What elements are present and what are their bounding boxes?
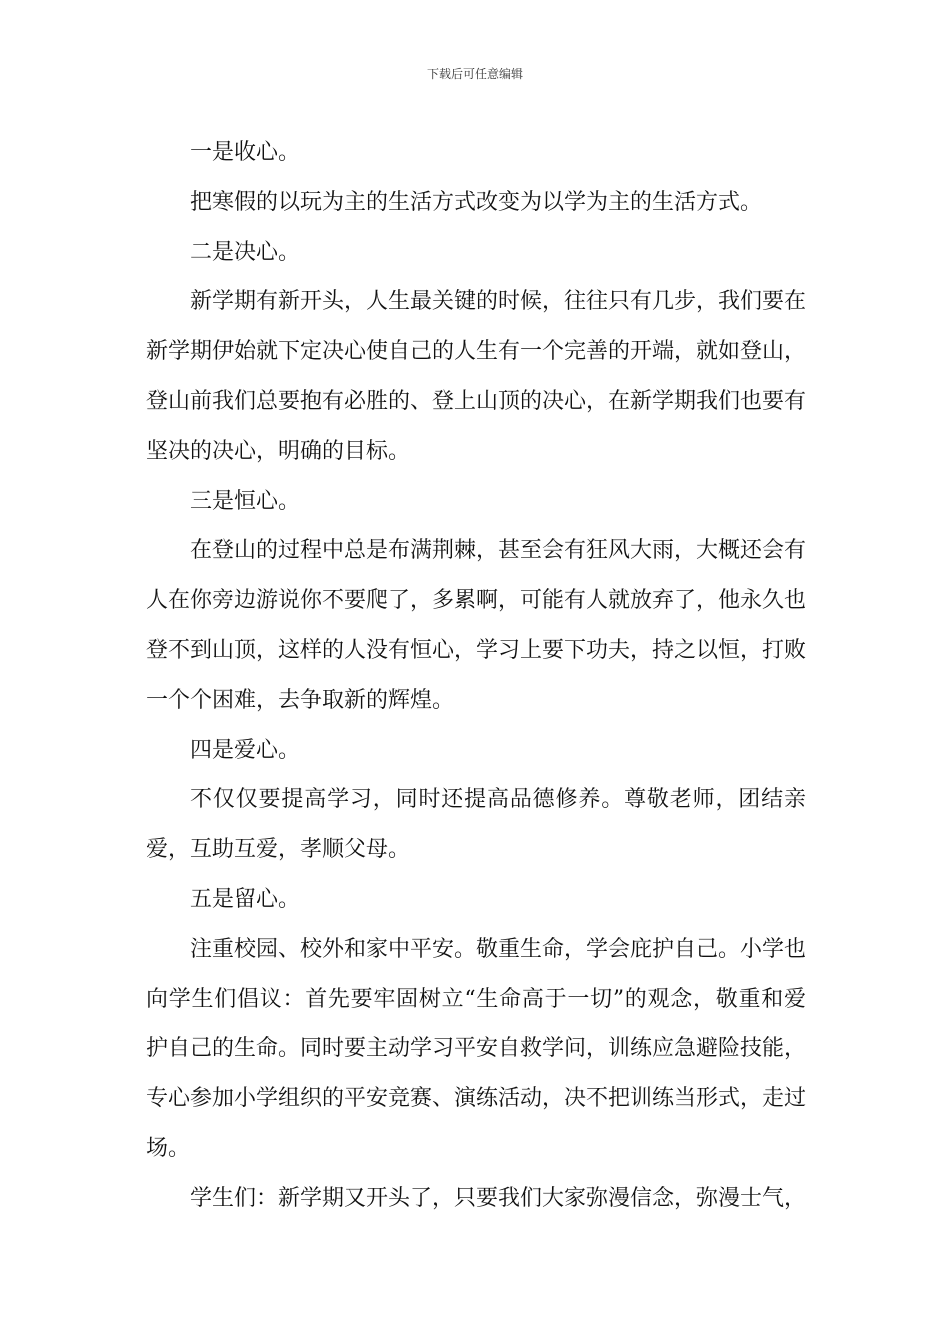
paragraph-2: 新学期有新开头，人生最关键的时候，往往只有几步，我们要在新学期伊始就下定决心使自己的人生有一个完善的开端，就如登山，登山前我们总要抱有必胜的、登上山顶的决心，在新学期我们也要有坚决的决心，明确的目标。 — [146, 289, 807, 464]
paragraph-1: 把寒假的以玩为主的生活方式改变为以学为主的生活方式。 — [190, 189, 763, 215]
paragraph-heading-3: 三是恒心。 — [190, 488, 301, 514]
paragraph-closing: 学生们：新学期又开头了，只要我们大家弥漫信念，弥漫士气， — [190, 1185, 807, 1211]
paragraph-3: 在登山的过程中总是布满荆棘，甚至会有狂风大雨，大概还会有人在你旁边游说你不要爬了，多累啊，可能有人就放弃了，他永久也登不到山顶，这样的人没有恒心，学习上要下功夫，持之以恒，打败一个个困难，去争取新的辉煌。 — [146, 538, 807, 713]
document-body — [146, 128, 806, 1224]
paragraph-5: 注重校园、校外和家中平安。敬重生命，学会庇护自己。小学也向学生们倡议：首先要牢固树立“生命高于一切”的观念，敬重和爱护自己的生命。同时要主动学习平安自救学问，训练应急避险技能，专心参加小学组织的平安竞赛、演练活动，决不把训练当形式，走过场。 — [146, 936, 807, 1161]
paragraph-heading-5: 五是留心。 — [190, 886, 301, 912]
paragraph-4: 不仅仅要提高学习，同时还提高品德修养。尊敬老师，团结亲爱，互助互爱，孝顺父母。 — [146, 787, 806, 863]
paragraph-heading-4: 四是爱心。 — [190, 737, 301, 763]
paragraph-heading-1: 一是收心。 — [190, 140, 301, 165]
paragraph-heading-2: 二是决心。 — [190, 239, 301, 265]
page-header-note: 下载后可任意编辑 — [426, 67, 523, 81]
